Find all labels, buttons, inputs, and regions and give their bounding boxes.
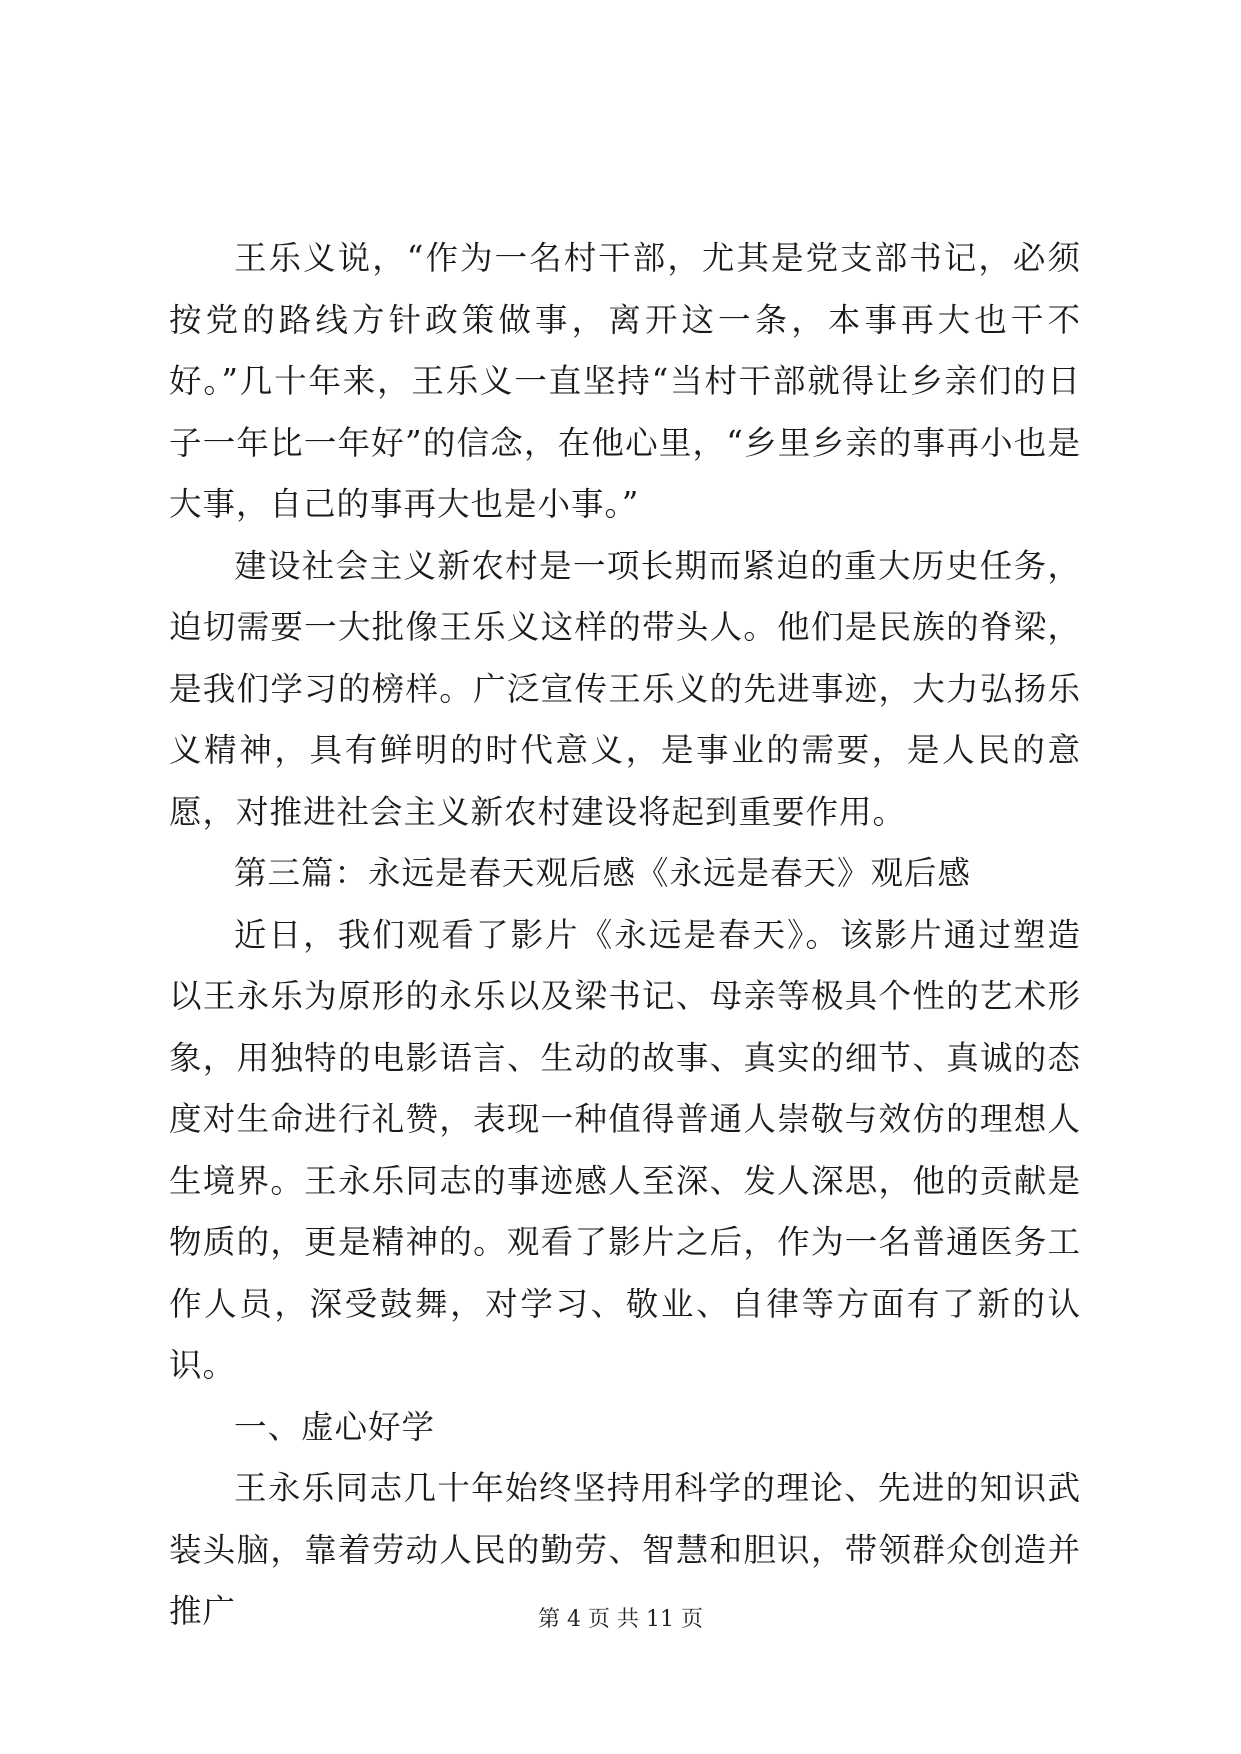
subsection-heading: 一、虚心好学: [234, 1407, 436, 1446]
page-footer: 第 4 页 共 11 页: [538, 1607, 703, 1632]
body-paragraph: 王乐义说，“作为一名村干部，尤其是党支部书记，必须按党的路线方针政策做事，离开这一条，本事再大也干不好。”几十年来，王乐义一直坚持“当村干部就得让乡亲们的日子一年比一年好”的信念，在他心里，“乡里乡亲的事再小也是大事，自己的事再大也是小事。”: [169, 239, 1081, 523]
body-paragraph: 近日，我们观看了影片《永远是春天》。该影片通过塑造以王永乐为原形的永乐以及梁书记、母亲等极具个性的艺术形象，用独特的电影语言、生动的故事、真实的细节、真诚的态度对生命进行礼赞，表现一种值得普通人崇敬与效仿的理想人生境界。王永乐同志的事迹感人至深、发人深思，他的贡献是物质的，更是精神的。观看了影片之后，作为一名普通医务工作人员，深受鼓舞，对学习、敬业、自律等方面有了新的认识。: [169, 915, 1081, 1384]
body-paragraph: 建设社会主义新农村是一项长期而紧迫的重大历史任务，迫切需要一大批像王乐义这样的带头人。他们是民族的脊梁，是我们学习的榜样。广泛宣传王乐义的先进事迹，大力弘扬乐义精神，具有鲜明的时代意义，是事业的需要，是人民的意愿，对推进社会主义新农村建设将起到重要作用。: [169, 546, 1081, 831]
document-body: [169, 228, 1081, 1643]
body-paragraph: 王永乐同志几十年始终坚持用科学的理论、先进的知识武装头脑，靠着劳动人民的勤劳、智慧和胆识，带领群众创造并推广: [169, 1469, 1081, 1630]
section-heading: 第三篇：永远是春天观后感《永远是春天》观后感: [234, 854, 972, 892]
